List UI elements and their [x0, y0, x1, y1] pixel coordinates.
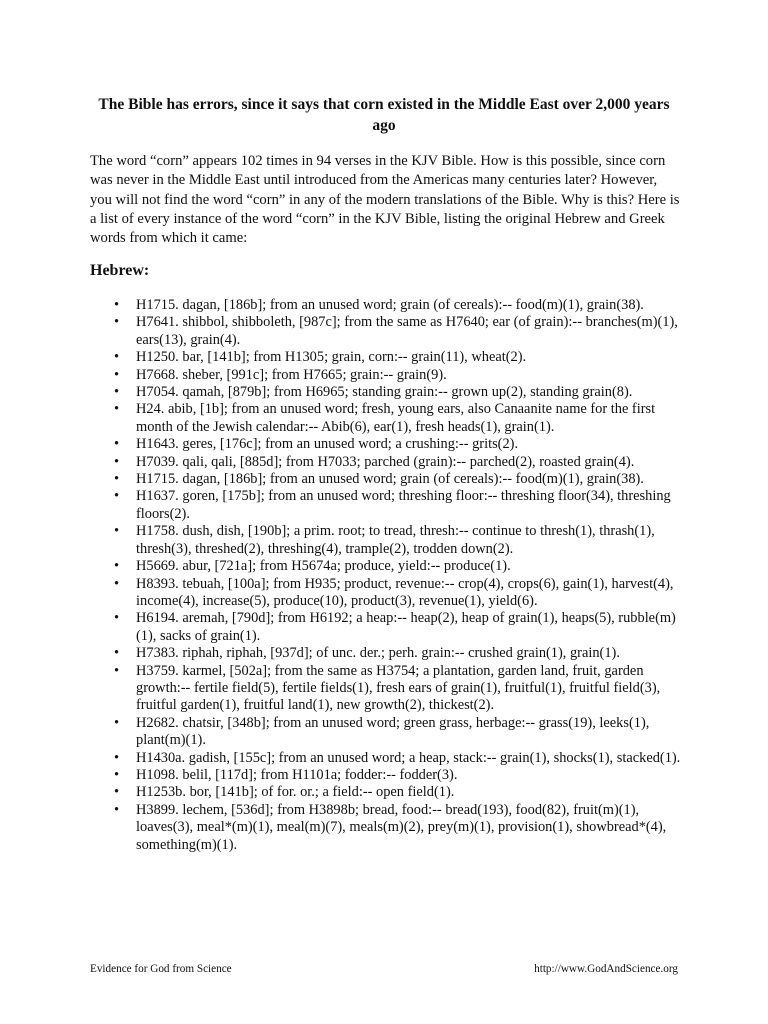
section-heading-hebrew: Hebrew: — [90, 262, 150, 279]
list-item — [90, 297, 682, 314]
list-item — [90, 750, 682, 767]
entry-text: H1715. dagan, [186b]; from an unused word; grain (of cereals):-- food(m)(1), grain(38). — [136, 471, 644, 488]
entry-text: H7668. sheber, [991c]; from H7665; grain:-- grain(9). — [136, 366, 447, 383]
bullet-icon: • — [114, 801, 120, 818]
entry-text: H24. abib, [1b]; from an unused word; fresh, young ears, also Canaanite name for the first month of the Jewish calendar:-- Abib(6), ear(1), fresh heads(1), grain(1). — [136, 401, 656, 435]
bullet-icon: • — [114, 297, 120, 313]
entry-text: H7641. shibbol, shibboleth, [987c]; from the same as H7640; ear (of grain):-- branches(m)(1), ears(13), grain(4). — [136, 314, 678, 348]
list-item — [90, 349, 682, 366]
bullet-icon: • — [114, 488, 120, 505]
list-item — [90, 715, 682, 750]
entry-text: H1643. geres, [176c]; from an unused word; a crushing:-- grits(2). — [136, 436, 519, 453]
document-title: The Bible has errors, since it says that corn existed in the Middle East over 2,000 years ago — [98, 96, 670, 134]
footer-url: http://www.GodAndScience.org — [534, 963, 678, 975]
entry-text: H5669. abur, [721a]; from H5674a; produce, yield:-- produce(1). — [136, 558, 511, 575]
bullet-icon: • — [114, 610, 120, 627]
list-item — [90, 576, 682, 611]
bullet-icon: • — [114, 766, 120, 783]
hebrew-word-list — [90, 297, 682, 854]
entry-text: H3899. lechem, [536d]; from H3898b; bread, food:-- bread(193), food(82), fruit(m)(1), loaves(3), meal*(m)(1), meal(m)(7), meals(m)(2), prey(m)(1), provision(1), showbread*(4), something(m)(1). — [136, 801, 667, 853]
list-item — [90, 784, 682, 801]
bullet-icon: • — [114, 784, 120, 801]
list-item — [90, 314, 682, 349]
bullet-icon: • — [114, 645, 120, 662]
bullet-icon: • — [114, 523, 120, 540]
bullet-icon: • — [114, 749, 120, 766]
bullet-icon: • — [114, 575, 120, 592]
list-item — [90, 645, 682, 662]
bullet-icon: • — [114, 714, 120, 731]
entry-text: H6194. aremah, [790d]; from H6192; a heap:-- heap(2), heap of grain(1), heaps(5), rubble(m)(1), sacks of grain(1). — [136, 610, 676, 644]
bullet-icon: • — [114, 366, 120, 383]
entry-text: H1637. goren, [175b]; from an unused word; threshing floor:-- threshing floor(34), threshing floors(2). — [136, 488, 671, 522]
entry-text: H1098. belil, [117d]; from H1101a; fodder:-- fodder(3). — [136, 766, 458, 783]
entry-text: H3759. karmel, [502a]; from the same as H3754; a plantation, garden land, fruit, garden growth:-- fertile field(5), fertile fields(1), fresh ears of grain(1), fruitful(1), fruitful field(3), fruitful garden(1), fruitful land(1), new growth(2), thickest(2). — [136, 662, 661, 714]
list-item — [90, 471, 682, 488]
intro-paragraph: The word “corn” appears 102 times in 94 verses in the KJV Bible. How is this possible, since corn was never in the Middle East until introduced from the Americas many centuries later? However, you will not find the word “corn” in any of the modern translations of the Bible. Why is this? Here is a list of every instance of the word “corn” in the KJV Bible, listing the original Hebrew and Greek words from which it came: — [90, 153, 680, 247]
list-item — [90, 610, 682, 645]
bullet-icon: • — [114, 436, 120, 453]
list-item — [90, 367, 682, 384]
entry-text: H1430a. gadish, [155c]; from an unused word; a heap, stack:-- grain(1), shocks(1), stacked(1). — [136, 749, 681, 766]
bullet-icon: • — [114, 384, 120, 401]
entry-text: H2682. chatsir, [348b]; from an unused word; green grass, herbage:-- grass(19), leeks(1), plant(m)(1). — [136, 714, 650, 749]
entry-text: H8393. tebuah, [100a]; from H935; product, revenue:-- crop(4), crops(6), gain(1), harvest(4), income(4), increase(5), produce(10), product(3), revenue(1), yield(6). — [136, 575, 674, 609]
entry-text: H7039. qali, qali, [885d]; from H7033; parched (grain):-- parched(2), roasted grain(4). — [136, 453, 635, 470]
list-item — [90, 523, 682, 558]
entry-text: H1758. dush, dish, [190b]; a prim. root; to tread, thresh:-- continue to thresh(1), thrash(1), thresh(3), threshed(2), threshing(4), trample(2), trodden down(2). — [136, 523, 655, 557]
list-item — [90, 767, 682, 784]
list-item — [90, 401, 682, 436]
list-item — [90, 488, 682, 523]
bullet-icon: • — [114, 401, 120, 418]
list-item — [90, 454, 682, 471]
list-item — [90, 384, 682, 401]
entry-text: H1250. bar, [141b]; from H1305; grain, corn:-- grain(11), wheat(2). — [136, 349, 527, 366]
list-item — [90, 802, 682, 854]
entry-text: H7383. riphah, riphah, [937d]; of unc. der.; perh. grain:-- crushed grain(1), grain(1). — [136, 645, 620, 662]
list-item — [90, 663, 682, 715]
bullet-icon: • — [114, 314, 120, 331]
bullet-icon: • — [114, 558, 120, 575]
bullet-icon: • — [114, 662, 120, 679]
list-item — [90, 436, 682, 453]
bullet-icon: • — [114, 471, 120, 488]
entry-text: H7054. qamah, [879b]; from H6965; standing grain:-- grown up(2), standing grain(8). — [136, 384, 633, 401]
footer-source: Evidence for God from Science — [90, 963, 232, 975]
entry-text: H1253b. bor, [141b]; of for. or.; a field:-- open field(1). — [136, 784, 455, 801]
bullet-icon: • — [114, 349, 120, 366]
entry-text: H1715. dagan, [186b]; from an unused word; grain (of cereals):-- food(m)(1), grain(38). — [136, 297, 644, 313]
list-item — [90, 558, 682, 575]
bullet-icon: • — [114, 453, 120, 470]
